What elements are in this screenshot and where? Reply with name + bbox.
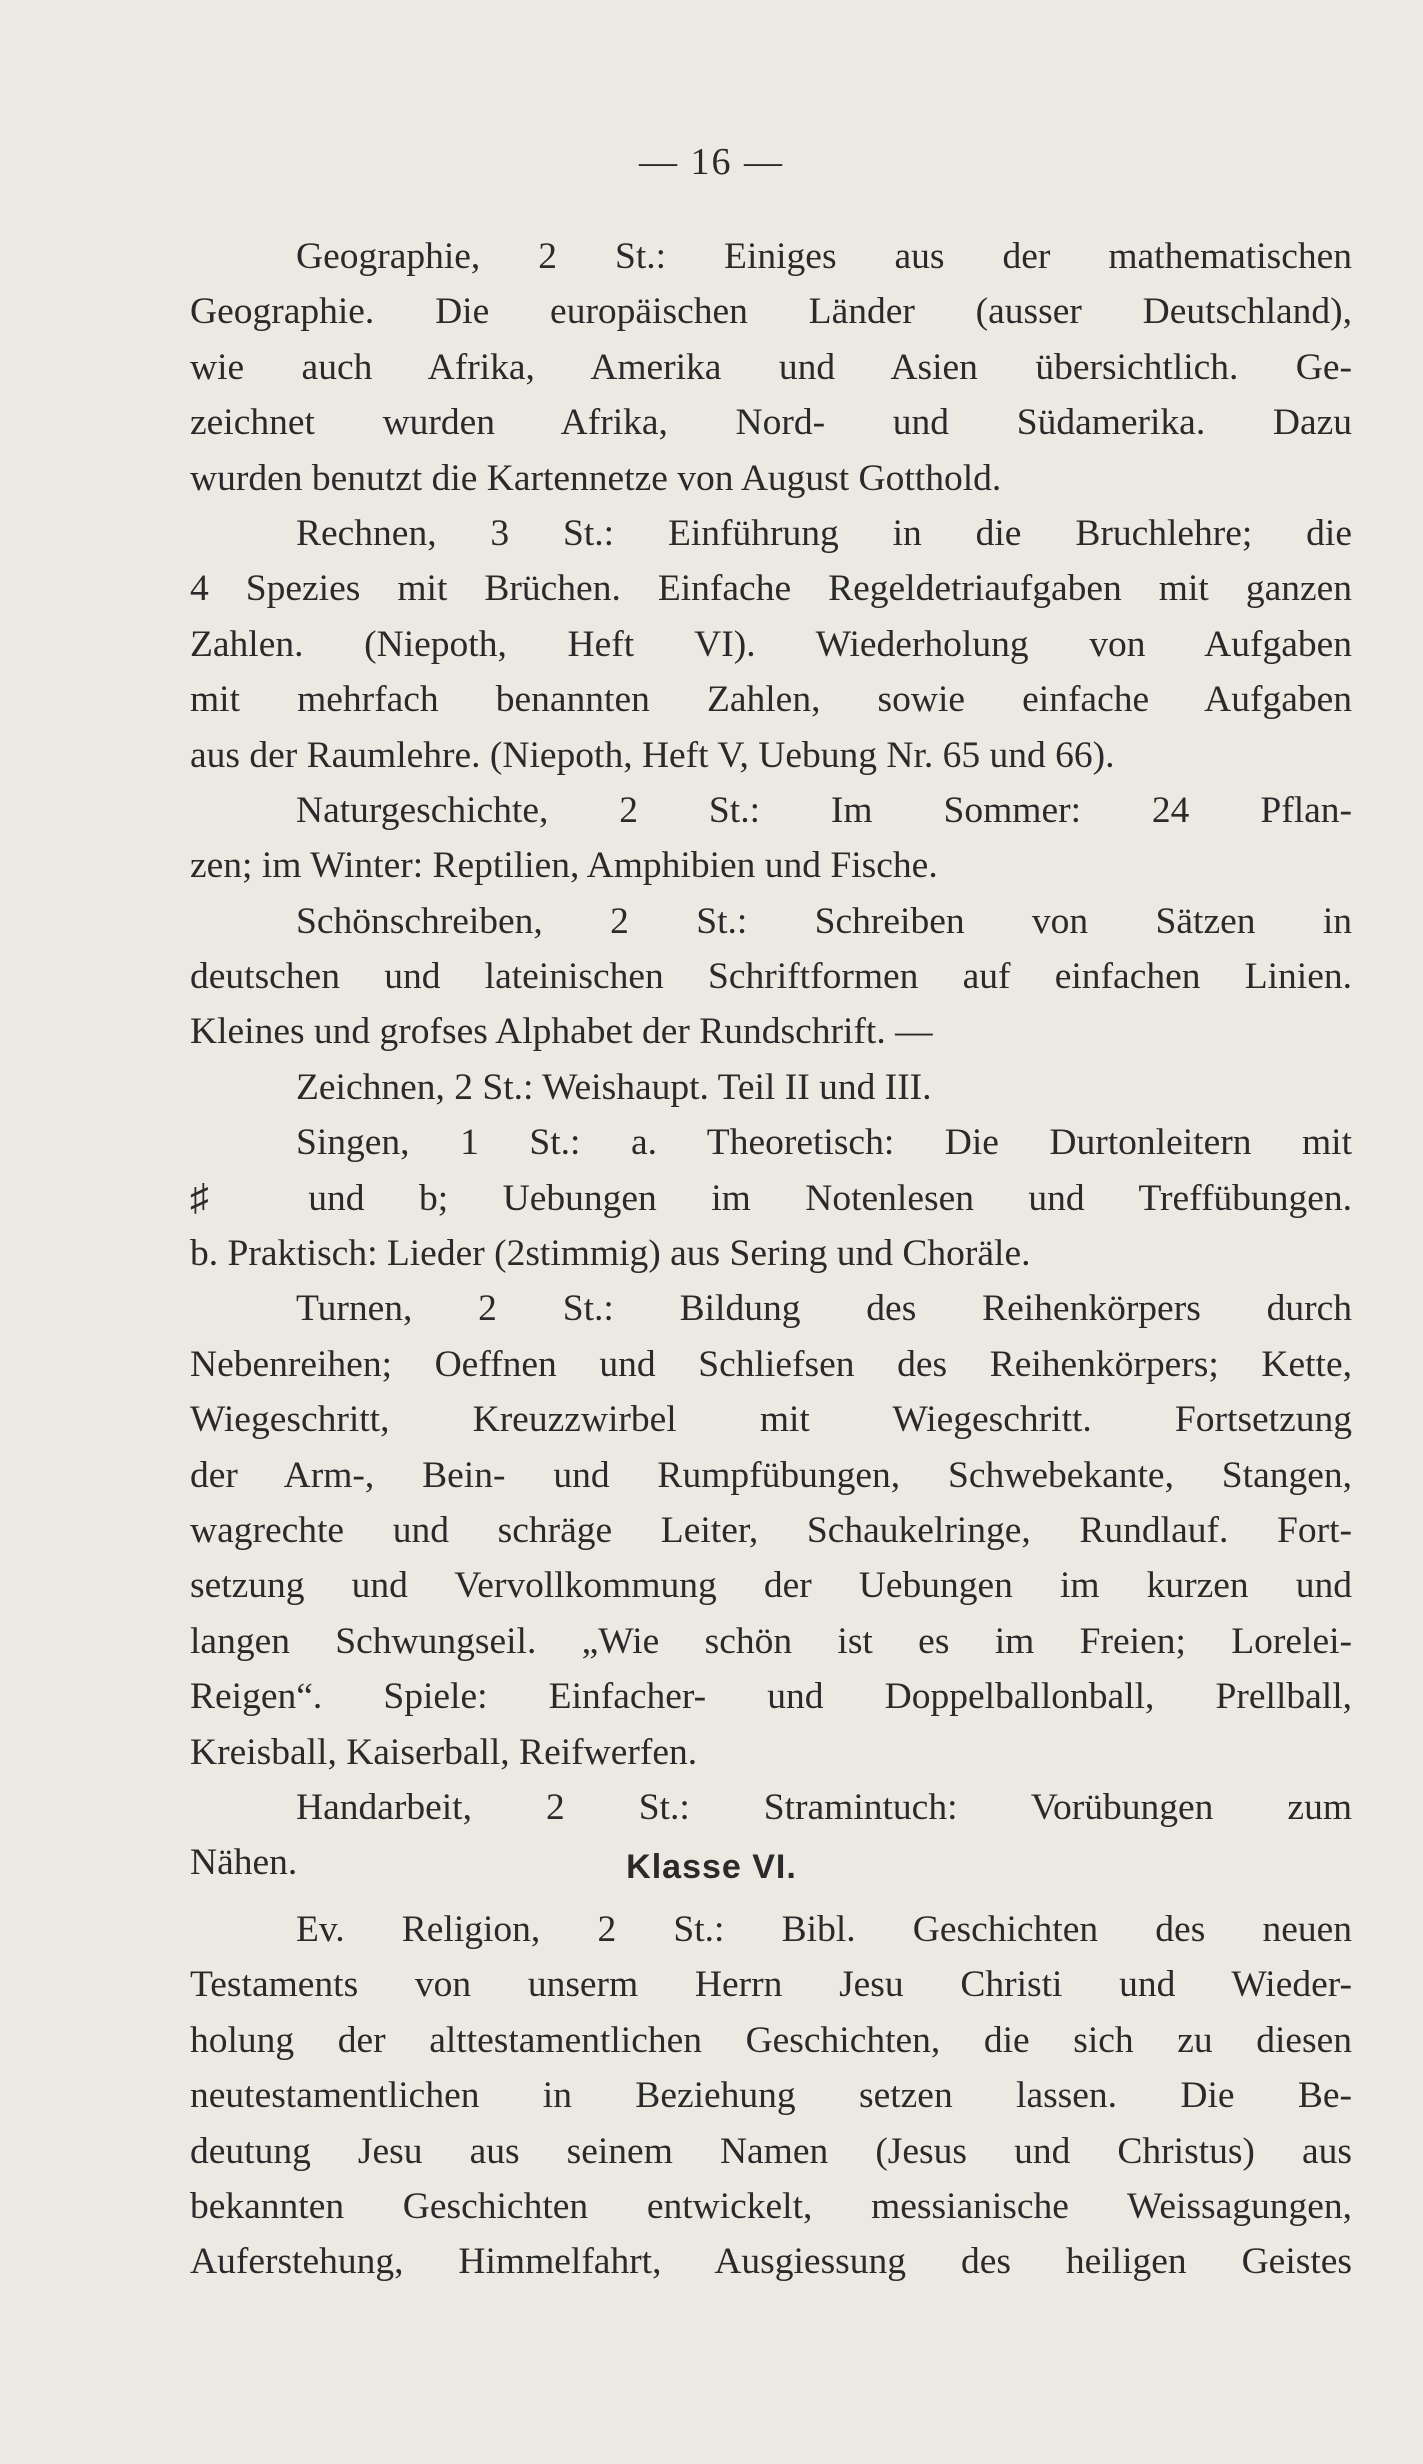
text-line: Geographie. Die europäischen Länder (ausser Deutschland), xyxy=(190,291,1352,333)
text-line: Turnen, 2 St.: Bildung des Reihenkörpers durch xyxy=(296,1288,1352,1330)
text-line: Zeichnen, 2 St.: Weishaupt. Teil II und III. xyxy=(296,1066,932,1108)
text-line: Nebenreihen; Oeffnen und Schliefsen des Reihenkörpers; Kette, xyxy=(190,1343,1352,1385)
text-line: Ev. Religion, 2 St.: Bibl. Geschichten des neuen xyxy=(296,1909,1352,1950)
text-line: Auferstehung, Himmelfahrt, Ausgiessung des heiligen Geistes xyxy=(190,2241,1352,2283)
text-line: wie auch Afrika, Amerika und Asien übersichtlich. Ge- xyxy=(190,346,1352,388)
text-body-upper xyxy=(190,229,1352,1891)
text-line: Naturgeschichte, 2 St.: Im Sommer: 24 Pflan- xyxy=(296,789,1352,831)
text-line: deutschen und lateinischen Schriftformen auf einfachen Linien. xyxy=(190,956,1352,998)
text-line: Testaments von unserm Herrn Jesu Christi und Wieder- xyxy=(190,1964,1352,2006)
page-number: — 16 — xyxy=(639,141,784,183)
text-line: deutung Jesu aus seinem Namen (Jesus und Christus) aus xyxy=(190,2130,1352,2172)
text-line: Zahlen. (Niepoth, Heft VI). Wiederholung von Aufgaben xyxy=(190,623,1352,665)
text-line: wagrechte und schräge Leiter, Schaukelringe, Rundlauf. Fort- xyxy=(190,1509,1352,1551)
text-line: Kleines und grofses Alphabet der Rundschrift. — xyxy=(190,1011,933,1053)
text-line: zeichnet wurden Afrika, Nord- und Südamerika. Dazu xyxy=(190,402,1352,444)
text-line: Nähen. xyxy=(190,1842,298,1884)
text-line: mit mehrfach benannten Zahlen, sowie einfache Aufgaben xyxy=(190,679,1352,721)
text-line: Kreisball, Kaiserball, Reifwerfen. xyxy=(190,1731,698,1773)
text-line: der Arm-, Bein- und Rumpfübungen, Schwebekante, Stangen, xyxy=(190,1454,1352,1496)
text-line: Schönschreiben, 2 St.: Schreiben von Sätzen in xyxy=(296,900,1352,942)
text-body-lower xyxy=(190,1902,1352,2290)
text-line: holung der alttestamentlichen Geschichten, die sich zu diesen xyxy=(190,2019,1352,2061)
text-line: Reigen“. Spiele: Einfacher- und Doppelballonball, Prellball, xyxy=(190,1676,1352,1718)
section-heading: Klasse VI. xyxy=(626,1848,797,1886)
text-line: Singen, 1 St.: a. Theoretisch: Die Durtonleitern mit xyxy=(296,1122,1352,1164)
text-line: zen; im Winter: Reptilien, Amphibien und Fische. xyxy=(190,845,938,887)
text-line: ♯ und b; Uebungen im Notenlesen und Treffübungen. xyxy=(190,1177,1352,1219)
text-line: 4 Spezies mit Brüchen. Einfache Regeldetriaufgaben mit ganzen xyxy=(190,568,1352,610)
text-line: wurden benutzt die Kartennetze von August Gotthold. xyxy=(190,457,1002,499)
text-line: bekannten Geschichten entwickelt, messianische Weissagungen, xyxy=(190,2185,1352,2227)
text-line: neutestamentlichen in Beziehung setzen lassen. Die Be- xyxy=(190,2075,1352,2117)
text-line: Wiegeschritt, Kreuzzwirbel mit Wiegeschritt. Fortsetzung xyxy=(190,1399,1352,1441)
text-line: langen Schwungseil. „Wie schön ist es im Freien; Lorelei- xyxy=(190,1620,1352,1662)
text-line: setzung und Vervollkommung der Uebungen im kurzen und xyxy=(190,1565,1352,1607)
text-line: Geographie, 2 St.: Einiges aus der mathematischen xyxy=(296,236,1352,277)
text-line: aus der Raumlehre. (Niepoth, Heft V, Uebung Nr. 65 und 66). xyxy=(190,734,1115,776)
text-line: b. Praktisch: Lieder (2stimmig) aus Sering und Choräle. xyxy=(190,1233,1031,1275)
text-line: Handarbeit, 2 St.: Stramintuch: Vorübungen zum xyxy=(296,1786,1352,1828)
text-line: Rechnen, 3 St.: Einführung in die Bruchlehre; die xyxy=(296,512,1352,554)
